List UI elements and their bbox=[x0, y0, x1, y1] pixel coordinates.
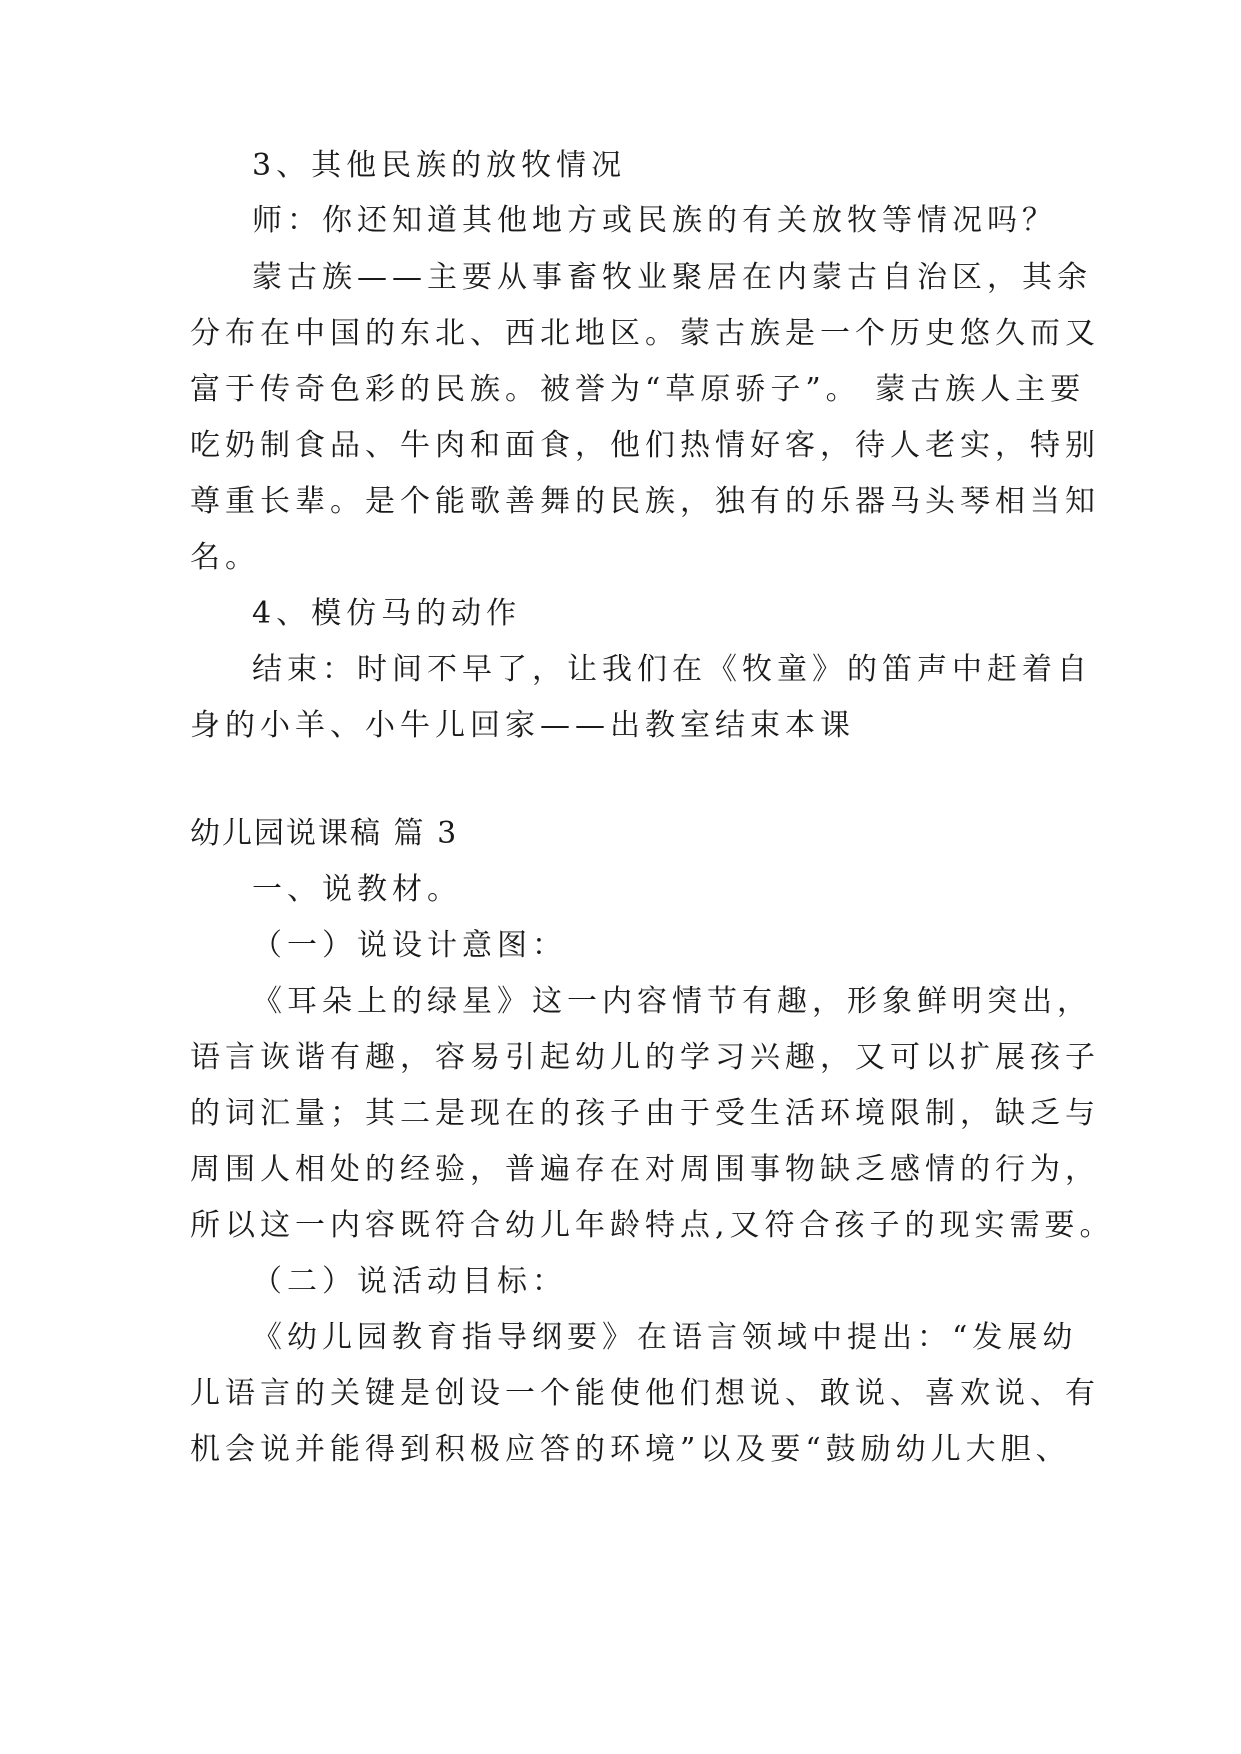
paragraph-line: 蒙古族——主要从事畜牧业聚居在内蒙古自治区，其余 bbox=[252, 260, 1092, 295]
item4-title: 4、模仿马的动作 bbox=[252, 596, 522, 631]
item3-title: 3、其他民族的放牧情况 bbox=[252, 148, 627, 183]
paragraph-line: 《耳朵上的绿星》这一内容情节有趣，形象鲜明突出， bbox=[252, 984, 1092, 1019]
paragraph-line: 语言诙谐有趣，容易引起幼儿的学习兴趣，又可以扩展孩子 bbox=[190, 1040, 1100, 1075]
paragraph-line: 所以这一内容既符合幼儿年龄特点,又符合孩子的现实需要。 bbox=[190, 1208, 1115, 1243]
paragraph-line: 富于传奇色彩的民族。被誉为“草原骄子”。 蒙古族人主要 bbox=[190, 372, 1086, 407]
paragraph-line: 尊重长辈。是个能歌善舞的民族，独有的乐器马头琴相当知 bbox=[190, 484, 1100, 519]
paragraph-line: 的词汇量；其二是现在的孩子由于受生活环境限制，缺乏与 bbox=[190, 1096, 1100, 1131]
paragraph-line: 儿语言的关键是创设一个能使他们想说、敢说、喜欢说、有 bbox=[190, 1376, 1100, 1411]
part1-title: 一、说教材。 bbox=[252, 872, 462, 907]
paragraph-line: 身的小羊、小牛儿回家——出教室结束本课 bbox=[190, 708, 855, 743]
part1-sub1: （一）说设计意图： bbox=[252, 928, 567, 963]
section-title: 幼儿园说课稿 篇 3 bbox=[190, 816, 459, 851]
teacher-question: 师：你还知道其他地方或民族的有关放牧等情况吗？ bbox=[252, 203, 1057, 238]
paragraph-line: 结束：时间不早了，让我们在《牧童》的笛声中赶着自 bbox=[252, 652, 1092, 687]
part1-sub2: （二）说活动目标： bbox=[252, 1264, 567, 1299]
paragraph-line: 《幼儿园教育指导纲要》在语言领域中提出：“发展幼 bbox=[252, 1320, 1078, 1355]
paragraph-line: 机会说并能得到积极应答的环境”以及要“鼓励幼儿大胆、 bbox=[190, 1432, 1071, 1467]
paragraph-line: 周围人相处的经验，普遍存在对周围事物缺乏感情的行为， bbox=[190, 1152, 1100, 1187]
paragraph-line: 分布在中国的东北、西北地区。蒙古族是一个历史悠久而又 bbox=[190, 316, 1100, 351]
paragraph-line: 吃奶制食品、牛肉和面食，他们热情好客，待人老实，特别 bbox=[190, 428, 1100, 463]
paragraph-line: 名。 bbox=[190, 540, 260, 575]
